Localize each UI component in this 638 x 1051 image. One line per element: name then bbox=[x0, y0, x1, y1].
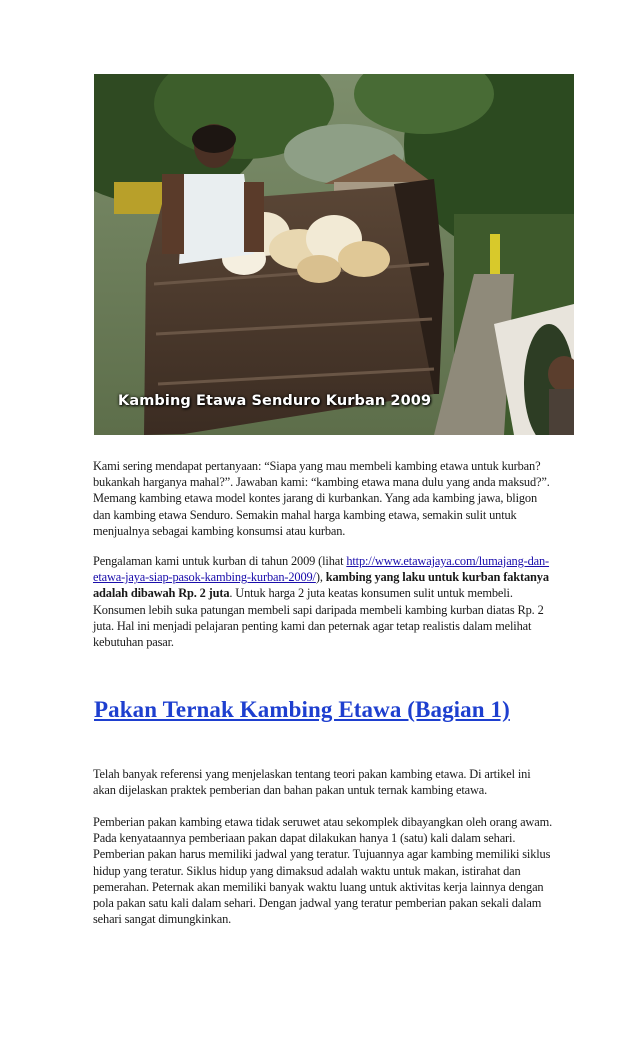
intro-paragraph-2-rest: . Untuk harga 2 juta keatas konsumen sulit untuk membeli. Konsumen lebih suka patungan membeli sapi daripada membeli kambing kurban diatas Rp. 2 juta. Hal ini menjadi pelajaran penting kami dan peternak agar tetap realistis dalam melihat kebutuhan pasar. bbox=[93, 586, 544, 650]
article-heading-link[interactable]: Pakan Ternak Kambing Etawa (Bagian 1) bbox=[94, 697, 510, 722]
intro-paragraph-2-prefix: Pengalaman kami untuk kurban di tahun 2009 (lihat bbox=[93, 554, 347, 568]
article-paragraph-2: Pemberian pakan kambing etawa tidak seruwet atau sekomplek dibayangkan oleh orang awam. Pada kenyataannya pemberiaan pakan dapat dilakukan hanya 1 (satu) kali dalam sehari. Pemberian pakan harus memiliki jadwal yang teratur. Tujuannya agar kambing memiliki siklus hidup yang teratur. Siklus hidup yang dimaksud adalah waktu untuk makan, istirahat dan pemerahan. Peternak akan memiliki banyak waktu luang untuk aktivitas kerja lainnya dengan pola pakan satu kali dalam sehari. Dengan jadwal yang teratur pemberian pakan sekali dalam sehari sangat dimungkinkan. bbox=[93, 815, 553, 927]
price-fact-bold: kambing yang laku untuk kurban faktanya adalah dibawah Rp. 2 juta bbox=[93, 570, 549, 601]
article-paragraph-1: Telah banyak referensi yang menjelaskan tentang teori pakan kambing etawa. Di artikel ini akan dijelaskan praktek pemberian dan bahan pakan untuk ternak kambing etawa. bbox=[93, 767, 531, 798]
link-suffix: ), bbox=[315, 570, 323, 585]
goat-truck-photo bbox=[94, 74, 574, 435]
intro-paragraph-2 bbox=[93, 553, 563, 650]
intro-paragraph-1: Kami sering mendapat pertanyaan: “Siapa yang mau membeli kambing etawa untuk kurban? bukankah harganya mahal?”. Jawaban kami: “kambing etawa mana dulu yang anda maksud?”. Memang kambing etawa model kontes jarang di kurbankan. Yang ada kambing jawa, bligon dan kambing etawa Senduro. Semakin mahal harga kambing etawa, semakin sulit untuk menjualnya sebagai kambing konsumsi atau kurban. bbox=[93, 459, 550, 538]
photo-caption: Kambing Etawa Senduro Kurban 2009 bbox=[118, 393, 432, 409]
photo-illustration bbox=[94, 74, 574, 435]
kurban-2009-link[interactable]: http://www.etawajaya.com/lumajang-dan-etawa-jaya-siap-pasok-kambing-kurban-2009/ bbox=[93, 554, 550, 585]
